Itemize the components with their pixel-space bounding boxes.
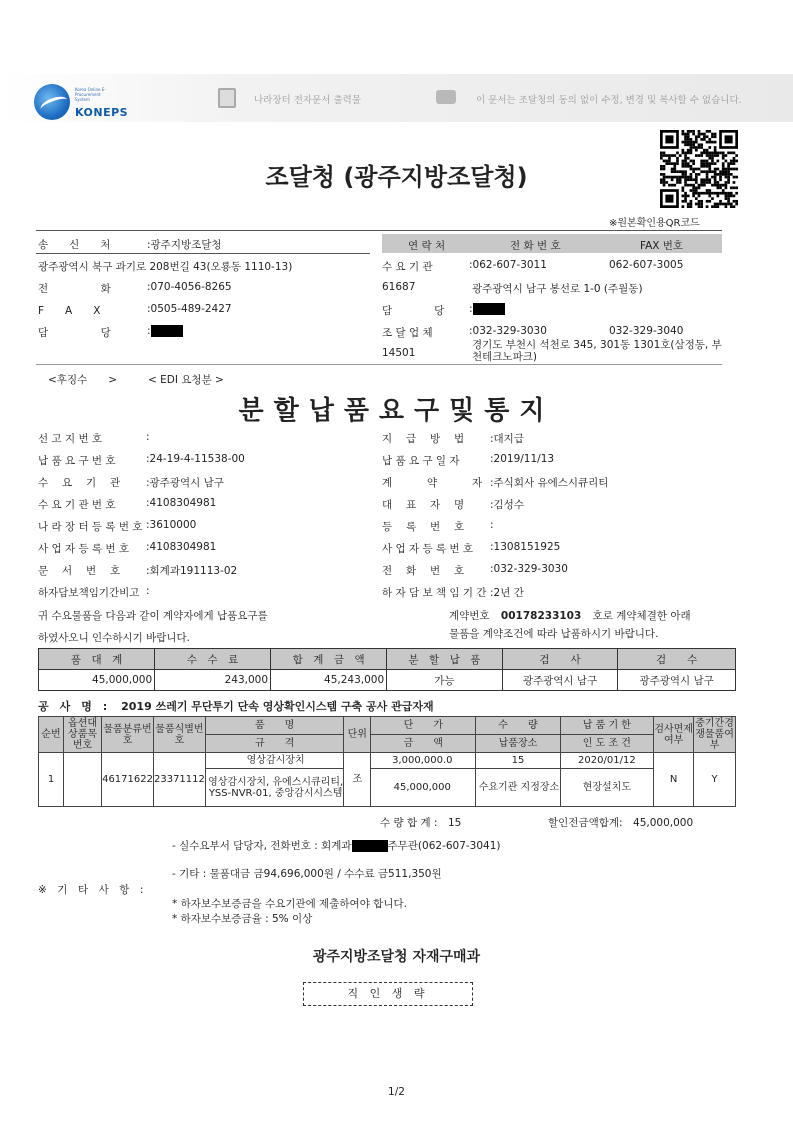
etc-contact-prefix: - 실수요부서 담당자, 전화번호 : 회계과	[172, 840, 352, 852]
info-value: :김성수	[490, 499, 524, 511]
qr-caption: ※원본확인용QR코드	[609, 218, 700, 229]
etc-note2: * 하자보수보증금율 : 5% 이상	[172, 913, 313, 925]
demand-label: 수 요 기 관	[382, 261, 433, 273]
item-name: 영상감시장치	[205, 753, 343, 769]
info-value: :1308151925	[490, 541, 561, 553]
head-ident: 물품식별번호	[153, 717, 205, 753]
summary-head: 검 사	[502, 649, 618, 670]
etc-contact	[172, 838, 501, 853]
head-place: 납품장소	[476, 735, 560, 753]
info-label: 수 요 기 관	[38, 477, 121, 489]
logo-name: KONEPS	[75, 106, 129, 119]
page-number: 1/2	[388, 1086, 405, 1098]
etc-contact-suffix: 주무관(062-607-3041)	[387, 840, 501, 852]
summary-value: 광주광역시 남구	[502, 670, 618, 691]
item-seq: 1	[39, 753, 64, 807]
project-line	[38, 698, 434, 714]
info-value: :광주광역시 남구	[146, 477, 224, 489]
summary-value: 광주광역시 남구	[618, 670, 736, 691]
summary-head: 분 할 납 품	[387, 649, 503, 670]
fax-label: F A X	[38, 305, 101, 317]
request-line1: 귀 수요물품을 다음과 같이 계약자에게 납품요구를	[38, 610, 268, 622]
head-compete: 중기간경쟁물품여부	[695, 718, 734, 751]
summary-value: 45,243,000	[271, 670, 387, 691]
etc-other: - 기타 : 물품대금 금94,696,000원 / 수수료 금511,350원	[172, 868, 442, 880]
contract-line	[449, 608, 691, 623]
info-value: :	[146, 431, 150, 443]
supplier-label: 조 달 업 체	[382, 327, 433, 339]
redaction-block	[352, 840, 388, 852]
total-amount: 할인전금액합계: 45,000,000	[548, 817, 694, 829]
summary-value-row	[39, 670, 736, 691]
supplier-zip: 14501	[382, 347, 416, 359]
contact-manager-value: :	[469, 303, 473, 315]
printer-icon	[436, 90, 456, 104]
manager-label: 담 당	[38, 327, 111, 339]
head-amount: 금 액	[371, 735, 476, 753]
summary-header-row	[39, 649, 736, 670]
item-class-no: 46171622	[102, 753, 154, 807]
info-label: 등 록 번 호	[382, 521, 465, 533]
request-line2: 하였사오니 인수하시기 바랍니다.	[38, 632, 191, 644]
head-due: 납 품 기 한	[560, 717, 654, 735]
info-label: 지 급 방 법	[382, 433, 465, 445]
table-row	[39, 753, 736, 769]
summary-value: 45,000,000	[39, 670, 155, 691]
head-price: 단 가	[371, 717, 476, 735]
summary-value: 가능	[387, 670, 503, 691]
info-label: 나 라 장 터 등 록 번 호	[38, 521, 143, 533]
head-cond: 인 도 조 건	[560, 735, 654, 753]
info-value: :	[490, 519, 494, 531]
redaction-block	[473, 303, 505, 315]
head-unit: 단위	[344, 717, 371, 753]
total-qty: 수 량 합 계 : 15	[380, 817, 462, 829]
info-value: :주식회사 유에스시큐리티	[490, 477, 609, 489]
divider	[36, 230, 722, 231]
supplier-phone: :032-329-3030	[469, 325, 547, 337]
manager-value-wrap	[147, 325, 183, 337]
etc-note1: * 하자보수보증금을 수요기관에 제출하여야 합니다.	[172, 898, 407, 910]
head-class: 물품분류번호	[102, 717, 154, 753]
item-amount: 45,000,000	[371, 769, 476, 807]
item-price: 3,000,000.0	[371, 753, 476, 769]
contract-number: 00178233103	[500, 610, 582, 622]
summary-head: 검 수	[618, 649, 736, 670]
fax-head: FAX 번호	[640, 240, 684, 252]
info-label: 선 고 지 번 호	[38, 433, 103, 445]
ref-right: < EDI 요청분 >	[148, 374, 224, 386]
project-name: 2019 쓰레기 무단투기 단속 영상확인시스템 구축 공사 관급자재	[121, 700, 434, 713]
summary-head: 수 수 료	[155, 649, 271, 670]
agency-title: 조달청 (광주지방조달청)	[265, 163, 528, 191]
main-title: 분할납품요구및통지	[238, 396, 555, 426]
item-due: 2020/01/12	[560, 753, 654, 769]
manager-value: :	[147, 325, 151, 337]
head-qty: 수 량	[476, 717, 560, 735]
info-label: 하 자 담 보 책 임 기 간	[382, 587, 487, 599]
info-label: 하자담보책임기간비고	[38, 587, 140, 599]
contract-suffix: 호로 계약체결한 아래	[592, 610, 691, 622]
info-label: 사 업 자 등 록 번 호	[382, 543, 474, 555]
info-value: :	[146, 585, 150, 597]
fax-value: :0505-489-2427	[147, 303, 232, 315]
head-seq: 순번	[39, 717, 64, 753]
supplier-address: 경기도 부천시 석천로 345, 301동 1301호(삼정동, 부천테크노파크)	[472, 339, 722, 363]
info-value: :3610000	[146, 519, 197, 531]
info-label: 계 약 자	[382, 477, 483, 489]
sender-value: :광주지방조달청	[147, 239, 222, 251]
project-label: 공 사 명 :	[38, 700, 108, 713]
phone-head: 전 화 번 호	[510, 240, 561, 252]
item-place: 수요기관 지정장소	[476, 769, 560, 807]
items-table	[38, 716, 736, 807]
contract-prefix: 계약번호	[449, 610, 490, 622]
issuing-dept: 광주지방조달청 자재구매과	[312, 949, 481, 965]
item-spec: 영상감시장치, 유에스시큐리티, YSS-NVR-01, 중앙감시시스템	[205, 769, 343, 807]
info-value: :2년 간	[490, 587, 524, 599]
divider	[36, 253, 370, 254]
item-ident-no: 23371112	[153, 753, 205, 807]
etc-label: ※ 기 타 사 항 :	[38, 884, 144, 896]
phone-value: :070-4056-8265	[147, 281, 232, 293]
demand-phone: :062-607-3011	[469, 259, 547, 271]
info-value: :대지급	[490, 433, 524, 445]
seal-omitted: 직 인 생 략	[303, 982, 473, 1006]
document-icon	[218, 88, 236, 108]
item-qty: 15	[476, 753, 560, 769]
head-name: 품 명	[205, 717, 343, 735]
item-unit: 조	[344, 753, 371, 807]
sender-address: 광주광역시 북구 과기로 208번길 43(오룡동 1110-13)	[38, 261, 293, 273]
summary-value: 243,000	[155, 670, 271, 691]
supplier-fax: 032-329-3040	[609, 325, 684, 337]
info-value: :4108304981	[146, 497, 217, 509]
info-label: 납 품 요 구 번 호	[38, 455, 116, 467]
logo-subtitle: Korea Online E-Procurement System	[75, 87, 106, 102]
info-value: :4108304981	[146, 541, 217, 553]
head-exempt: 검사면제여부	[654, 717, 694, 753]
item-cond: 현장설치도	[560, 769, 654, 807]
info-value: :회계과191113-02	[146, 565, 238, 577]
sender-label: 송 신 처	[38, 239, 111, 251]
divider	[36, 364, 722, 365]
contact-head: 연 락 처	[408, 240, 446, 252]
copy-notice: 이 문서는 조달청의 동의 없이 수정, 변경 및 복사할 수 없습니다.	[476, 95, 742, 106]
info-label: 문 서 번 호	[38, 565, 121, 577]
info-value: :2019/11/13	[490, 453, 555, 465]
print-label: 나라장터 전자문서 출력물	[254, 95, 361, 106]
ref-left: <후징수 >	[48, 374, 118, 386]
contact-manager-label: 담 당	[382, 305, 445, 317]
info-label: 납 품 요 구 일 자	[382, 455, 460, 467]
demand-zip: 61687	[382, 281, 416, 293]
contact-manager-wrap	[469, 303, 505, 315]
info-label: 수 요 기 관 번 호	[38, 499, 116, 511]
demand-address: 광주광역시 남구 봉선로 1-0 (주월동)	[472, 283, 643, 295]
redaction-block	[151, 325, 183, 337]
info-value: :24-19-4-11538-00	[146, 453, 245, 465]
request-line4: 물품을 계약조건에 따라 납품하시기 바랍니다.	[449, 628, 659, 640]
info-label: 전 화 번 호	[382, 565, 465, 577]
demand-fax: 062-607-3005	[609, 259, 684, 271]
info-label: 대 표 자 명	[382, 499, 465, 511]
head-spec: 규 격	[205, 735, 343, 753]
summary-head: 품 대 계	[39, 649, 155, 670]
phone-label: 전 화	[38, 283, 111, 295]
item-exempt: N	[654, 753, 694, 807]
info-value: :032-329-3030	[490, 563, 568, 575]
summary-head: 합 계 금 액	[271, 649, 387, 670]
items-header-row	[39, 717, 736, 735]
item-option	[64, 753, 102, 807]
summary-table	[38, 648, 736, 691]
item-compete: Y	[694, 753, 736, 807]
info-label: 사 업 자 등 록 번 호	[38, 543, 130, 555]
head-option: 옵션대상품목번호	[64, 717, 102, 753]
